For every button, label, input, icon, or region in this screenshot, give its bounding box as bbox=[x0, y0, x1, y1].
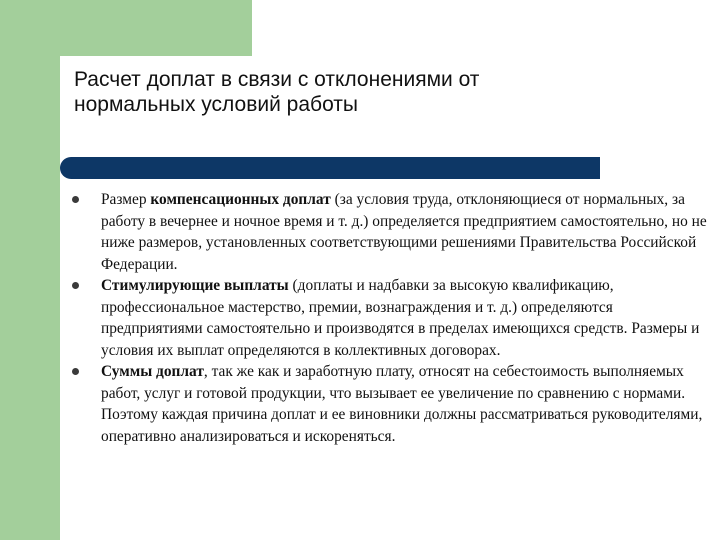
item-text-post: (доплаты и надбавки за высокую квалификацию, профессиональное мастерство, премии, вознаграждения и т. д.) определяются предприятиями самостоятельно и производятся в пределах имеющихся средств. Размеры и условия их выплат определяются в коллективных договорах. bbox=[101, 277, 700, 359]
item-text-bold: компенсационных доплат bbox=[150, 191, 331, 208]
bullet-item-incentive bbox=[72, 275, 712, 361]
title-line-2: нормальных условий работы bbox=[74, 93, 358, 116]
bullet-item-sums bbox=[72, 361, 712, 447]
item-text-bold: Стимулирующие выплаты bbox=[101, 277, 289, 294]
item-text-post: (за условия труда, отклоняющиеся от нормальных, за работу в вечернее и ночное время и т. д.) определяется предприятием самостоятельно, но не ниже размеров, установленных соответствующими решениями Правительства Российской Федерации. bbox=[101, 191, 707, 273]
slide-title bbox=[74, 67, 694, 117]
item-text-post: , так же как и заработную плату, относят на себестоимость выполняемых работ, услуг и готовой продукции, что вызывает ее увеличение по сравнению с нормами. Поэтому каждая причина доплат и ее виновники должны рассматриваться руководителями, оперативно анализироваться и искореняться. bbox=[101, 363, 703, 445]
bullet-dot-icon bbox=[72, 368, 79, 375]
title-line-1: Расчет доплат в связи с отклонениями от bbox=[74, 68, 480, 91]
bullet-dot-icon bbox=[72, 282, 79, 289]
title-divider-bar bbox=[60, 157, 600, 179]
item-text-pre: Размер bbox=[101, 191, 151, 208]
bullet-dot-icon bbox=[72, 196, 79, 203]
bullet-list bbox=[72, 189, 712, 447]
decor-green-left-strip bbox=[0, 56, 60, 540]
bullet-item-compensation bbox=[72, 189, 712, 275]
item-text-bold: Суммы доплат bbox=[101, 363, 204, 380]
decor-green-top-block bbox=[0, 0, 252, 56]
